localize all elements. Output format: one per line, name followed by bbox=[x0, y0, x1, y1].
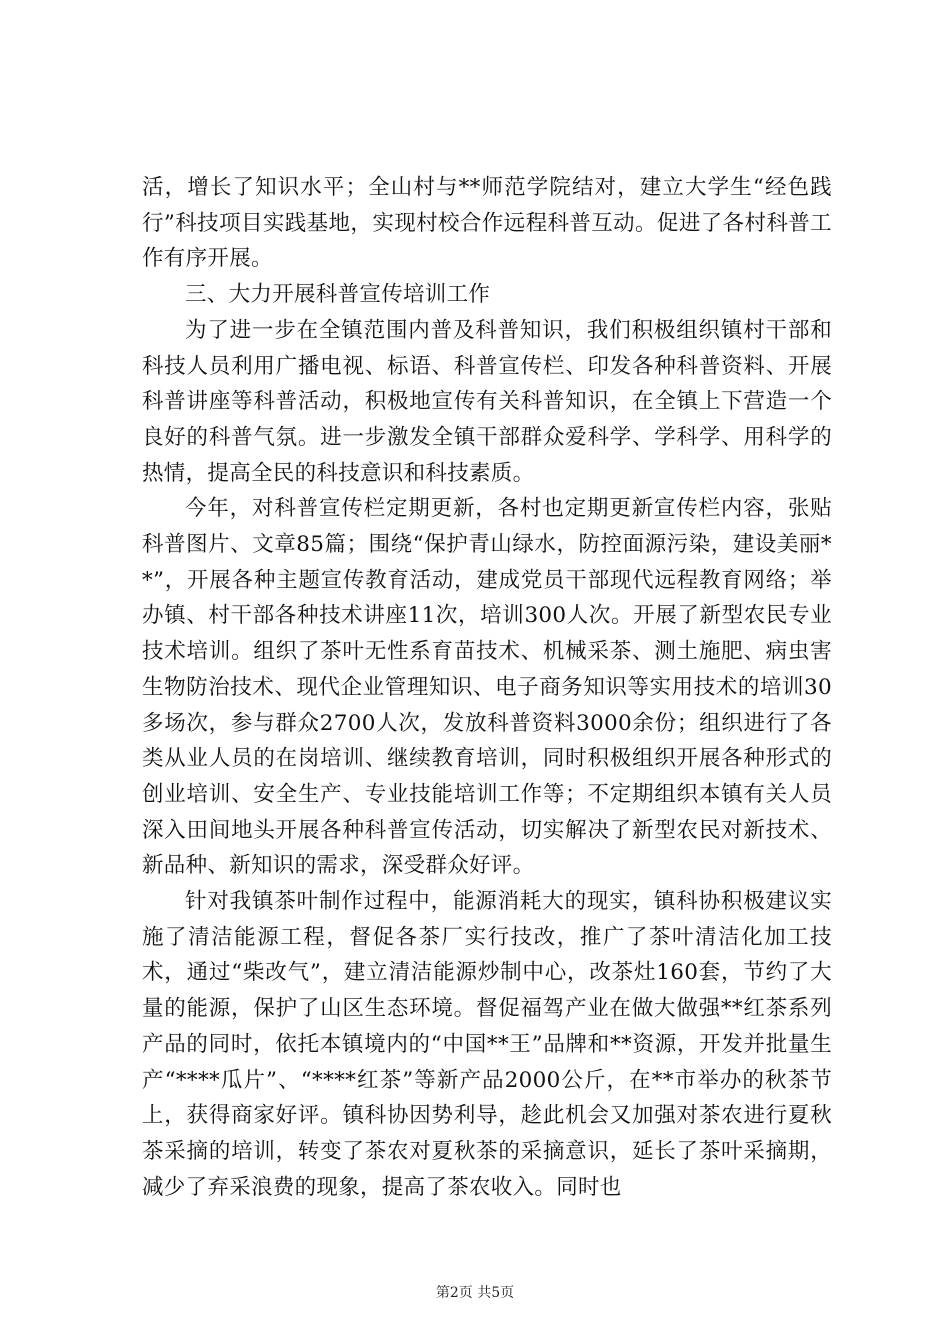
document-body bbox=[142, 170, 832, 1205]
page-footer: 第2页 共5页 bbox=[435, 1285, 515, 1301]
paragraph-continuation: 活，增长了知识水平；全山村与**师范学院结对，建立大学生“经色践行”科技项目实践基地，实现村校合作远程科普互动。促进了各村科普工作有序开展。 bbox=[142, 175, 832, 272]
section-heading: 三、大力开展科普宣传培训工作 bbox=[185, 282, 491, 308]
paragraph-science-promotion: 为了进一步在全镇范围内普及科普知识，我们积极组织镇村干部和科技人员利用广播电视、标语、科普宣传栏、印发各种科普资料、开展科普讲座等科普活动，积极地宣传有关科普知识，在全镇上下营造一个良好的科普气氛。进一步激发全镇干部群众爱科学、学科学、用科学的热情，提高全民的科技意识和科技素质。 bbox=[142, 317, 832, 486]
paragraph-clean-energy: 针对我镇茶叶制作过程中，能源消耗大的现实，镇科协积极建议实施了清洁能源工程，督促各茶厂实行技改，推广了茶叶清洁化加工技术，通过“柴改气”，建立清洁能源炒制中心，改茶灶160套，节约了大量的能源，保护了山区生态环境。督促福驾产业在做大做强**红茶系列产品的同时，依托本镇境内的“中国**王”品牌和**资源，开发并批量生产“****瓜片”、“****红茶”等新产品2000公斤，在**市举办的秋茶节上，获得商家好评。镇科协因势利导，趁此机会又加强对茶农进行夏秋茶采摘的培训，转变了茶农对夏秋茶的采摘意识，延长了茶叶采摘期，减少了弃采浪费的现象，提高了茶农收入。同时也 bbox=[142, 889, 832, 1200]
paragraph-training-activities: 今年，对科普宣传栏定期更新，各村也定期更新宣传栏内容，张贴科普图片、文章85篇；围绕“保护青山绿水，防控面源污染，建设美丽**”，开展各种主题宣传教育活动，建成党员干部现代远程教育网络；举办镇、村干部各种技术讲座11次，培训300人次。开展了新型农民专业技术培训。组织了茶叶无性系育苗技术、机械采茶、测土施肥、病虫害生物防治技术、现代企业管理知识、电子商务知识等实用技术的培训30多场次，参与群众2700人次，发放科普资料3000余份；组织进行了各类从业人员的在岗培训、继续教育培训，同时积极组织开展各种形式的创业培训、安全生产、专业技能培训工作等；不定期组织本镇有关人员深入田间地头开展各种科普宣传活动，切实解决了新型农民对新技术、新品种、新知识的需求，深受群众好评。 bbox=[142, 496, 832, 879]
